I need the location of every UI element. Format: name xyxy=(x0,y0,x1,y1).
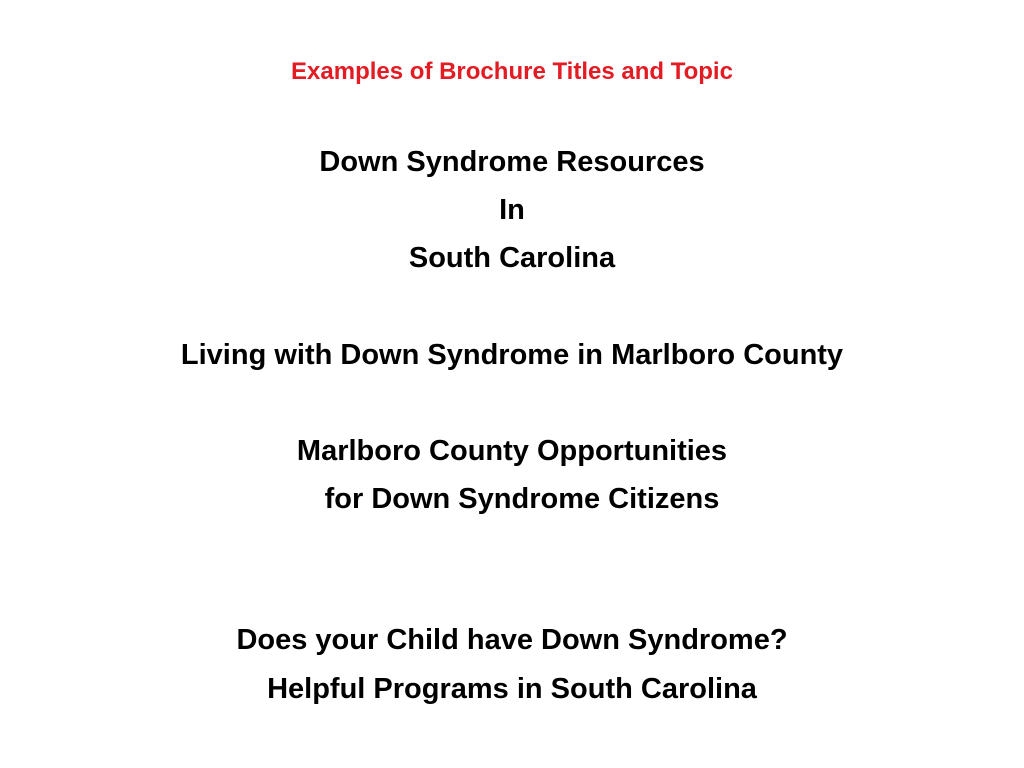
slide-heading: Examples of Brochure Titles and Topic xyxy=(291,58,733,85)
title-1-line-3: South Carolina xyxy=(408,242,616,274)
title-1-line-2: In xyxy=(499,194,525,226)
title-1-line-1: Down Syndrome Resources xyxy=(319,146,705,178)
title-4-line-2: Helpful Programs in South Carolina xyxy=(267,673,757,705)
title-2-line-1: Living with Down Syndrome in Marlboro County xyxy=(180,339,844,371)
title-4-line-1: Does your Child have Down Syndrome? xyxy=(236,624,788,656)
title-3-line-2: for Down Syndrome Citizens xyxy=(324,483,720,515)
title-3-line-1: Marlboro County Opportunities xyxy=(296,435,728,467)
